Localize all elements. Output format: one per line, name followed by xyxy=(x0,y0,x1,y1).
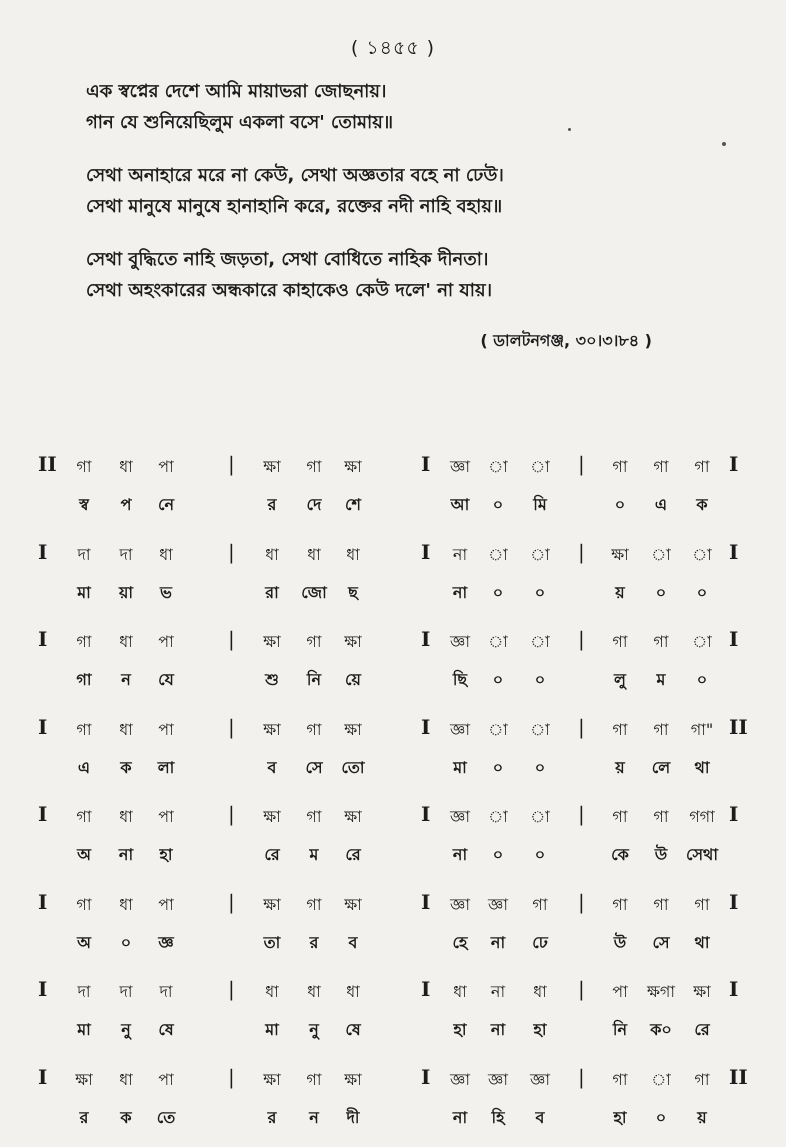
bar-line: I xyxy=(729,627,739,651)
swara-note: পা xyxy=(158,632,174,651)
swara-note: গা xyxy=(306,457,322,476)
lyric-syllable: স্ব xyxy=(79,495,89,514)
swara-note: ধা xyxy=(119,807,133,826)
bar-line-start: II xyxy=(38,452,57,476)
lyric-syllable: ঢে xyxy=(532,932,548,952)
lyric-syllable: ০ xyxy=(492,845,504,864)
bar-line-start: I xyxy=(38,539,48,564)
bar-line-start: I xyxy=(38,1064,48,1089)
swara-note: পা xyxy=(158,807,174,826)
lyric-syllable: য় xyxy=(615,582,625,602)
lyric-syllable: সে xyxy=(305,757,323,777)
lyric-syllable: জ্ঞ xyxy=(158,932,174,952)
swara-note: জ্ঞা xyxy=(488,894,508,914)
lyric-syllable: মি xyxy=(533,495,547,514)
swara-note: জ্ঞা xyxy=(488,1069,508,1089)
lyric-syllable: ০ xyxy=(534,670,546,689)
swara-note: া xyxy=(530,807,550,826)
lyric-syllable: ০ xyxy=(120,932,132,952)
lyric-syllable: ০ xyxy=(534,582,546,602)
lyric-syllable: নু xyxy=(121,1020,131,1039)
swara-note: গা xyxy=(76,457,92,476)
swara-note: জ্ঞা xyxy=(450,457,470,476)
lyric-syllable: ০ xyxy=(696,582,708,602)
swara-note: া xyxy=(530,632,550,651)
swara-note: ক্ষা xyxy=(263,719,281,739)
swara-note: না xyxy=(452,544,468,564)
swara-note: গা xyxy=(306,632,322,651)
lyric-syllable: য় xyxy=(615,757,625,777)
lyric-syllable: ন xyxy=(121,670,131,689)
lyric-syllable: ক xyxy=(120,1107,132,1127)
swara-note: গা xyxy=(653,632,669,651)
lyric-syllable: ব xyxy=(535,1107,545,1127)
swara-note: ধা xyxy=(119,894,133,914)
swara-note: গা xyxy=(306,894,322,914)
lyric-syllable: ন xyxy=(309,1107,319,1127)
lyric-syllable: মা xyxy=(77,582,91,602)
swara-note: া xyxy=(530,719,550,739)
bar-line: | xyxy=(228,802,235,826)
lyric-syllable: ভ xyxy=(160,582,172,602)
swara-note: না xyxy=(490,982,506,1001)
bar-line: | xyxy=(578,889,585,914)
swara-note: গা xyxy=(653,719,669,739)
lyric-syllable: না xyxy=(452,845,468,864)
swara-note: ধা xyxy=(346,982,360,1001)
swara-note: গা xyxy=(653,457,669,476)
lyric-syllable: ছ xyxy=(348,582,358,602)
swara-note: পা xyxy=(158,1069,174,1089)
bar-line: | xyxy=(578,1064,585,1089)
swara-note: া xyxy=(692,544,712,564)
speck-mark xyxy=(722,142,726,146)
lyric-syllable: দী xyxy=(346,1107,360,1127)
bar-line: I xyxy=(421,452,431,476)
lyric-syllable: রে xyxy=(264,845,280,864)
lyric-syllable: য়া xyxy=(118,582,134,602)
lyric-syllable: তা xyxy=(263,932,281,952)
bar-line: | xyxy=(228,627,235,651)
lyric-syllable: প xyxy=(120,495,132,514)
lyric-syllable: য়ে xyxy=(345,670,361,689)
bar-line: II xyxy=(729,1064,748,1089)
lyric-syllable: তে xyxy=(156,1107,176,1127)
swara-note: গা xyxy=(306,719,322,739)
bar-line: I xyxy=(421,977,431,1001)
page-number: ( ১৪৫৫ ) xyxy=(350,37,436,59)
lyric-syllable: জো xyxy=(301,582,327,602)
lyric-syllable: রে xyxy=(345,845,361,864)
lyric-line: সেথা বুদ্ধিতে নাহি জড়তা, সেথা বোধিতে নাহিক দীনতা। xyxy=(86,249,489,270)
swara-note: জ্ঞা xyxy=(450,1069,470,1089)
swara-note: ক্ষা xyxy=(693,982,711,1001)
bar-line: | xyxy=(578,627,585,651)
lyric-line: গান যে শুনিয়েছিলুম একলা বসে' তোমায়॥ xyxy=(86,112,394,133)
swara-note: ধা xyxy=(453,982,467,1001)
swara-note: গগা xyxy=(689,807,715,826)
bar-line: I xyxy=(729,977,739,1001)
lyric-syllable: হি xyxy=(491,1107,505,1127)
swara-note: া xyxy=(488,457,508,476)
bar-line: I xyxy=(421,627,431,651)
lyric-syllable: ষে xyxy=(345,1020,361,1039)
lyric-syllable: আ xyxy=(450,495,470,514)
swara-note: গা xyxy=(76,719,92,739)
lyric-syllable: থা xyxy=(694,932,710,952)
swara-note: পা xyxy=(158,894,174,914)
lyric-line: এক স্বপ্নের দেশে আমি মায়াভরা জোছনায়। xyxy=(86,81,387,102)
swara-note: গা xyxy=(76,632,92,651)
lyric-syllable: না xyxy=(490,1020,506,1039)
bar-line: I xyxy=(421,802,431,826)
bar-line-start: I xyxy=(38,889,48,914)
lyric-syllable: যে xyxy=(158,670,174,689)
lyric-syllable: র xyxy=(267,495,277,514)
bar-line: | xyxy=(578,714,585,739)
swara-note: দা xyxy=(119,544,133,564)
lyric-syllable: ০ xyxy=(492,670,504,689)
bar-line: | xyxy=(578,977,585,1001)
lyric-syllable: ষে xyxy=(158,1020,174,1039)
lyric-syllable: ০ xyxy=(534,845,546,864)
swara-note: গা xyxy=(694,894,710,914)
bar-line: I xyxy=(729,802,739,826)
lyric-syllable: নে xyxy=(157,495,175,514)
lyric-syllable: না xyxy=(452,1107,468,1127)
swara-note: পা xyxy=(158,457,174,476)
swara-note: ধা xyxy=(159,544,173,564)
swara-note: ধা xyxy=(307,982,321,1001)
lyric-syllable: মা xyxy=(77,1020,91,1039)
bar-line: I xyxy=(729,539,739,564)
swara-note: দা xyxy=(119,982,133,1001)
lyric-line: সেথা অহংকারের অন্ধকারে কাহাকেও কেউ দলে' না যায়। xyxy=(86,280,493,301)
notation-row xyxy=(0,621,786,709)
notation-row xyxy=(0,709,786,797)
swara-note: ধা xyxy=(119,1069,133,1089)
swara-note: ক্ষা xyxy=(344,719,362,739)
lyric-syllable: না xyxy=(452,582,468,602)
swara-note: গা xyxy=(612,1069,628,1089)
swara-note: গা xyxy=(76,807,92,826)
speck-mark xyxy=(568,128,571,131)
bar-line: I xyxy=(421,714,431,739)
bar-line: | xyxy=(228,452,235,476)
swara-note: জ্ঞা xyxy=(450,719,470,739)
swara-note: ক্ষা xyxy=(344,894,362,914)
swara-note: া xyxy=(488,807,508,826)
bar-line-start: I xyxy=(38,627,48,651)
lyric-syllable: না xyxy=(118,845,134,864)
swara-note: ক্ষা xyxy=(263,1069,281,1089)
lyric-syllable: উ xyxy=(613,932,627,952)
lyric-line: সেথা অনাহারে মরে না কেউ, সেথা অজ্ঞতার বহে না ঢেউ। xyxy=(86,165,504,186)
lyric-syllable: ক০ xyxy=(650,1020,672,1039)
swara-note: ক্ষা xyxy=(75,1069,93,1089)
lyric-syllable: হা xyxy=(159,845,173,864)
bar-line-start: I xyxy=(38,977,48,1001)
bar-line: I xyxy=(421,889,431,914)
lyric-syllable: ব xyxy=(267,757,277,777)
swara-note: জ্ঞা xyxy=(450,894,470,914)
notation-row xyxy=(0,446,786,534)
bar-line: I xyxy=(421,539,431,564)
swara-note: গা xyxy=(612,457,628,476)
swara-note: গা xyxy=(653,894,669,914)
lyric-syllable: ০ xyxy=(655,1107,667,1127)
lyric-syllable: ম xyxy=(309,845,319,864)
bar-line: | xyxy=(578,452,585,476)
lyric-syllable: ক xyxy=(120,757,132,777)
swara-note: গা" xyxy=(690,719,714,739)
swara-note: গা xyxy=(306,807,322,826)
swara-note: ক্ষা xyxy=(263,457,281,476)
bar-line: | xyxy=(228,889,235,914)
bar-line: | xyxy=(228,1064,235,1089)
swara-note: গা xyxy=(306,1069,322,1089)
swara-note: ক্ষা xyxy=(344,807,362,826)
swara-note: ক্ষা xyxy=(263,807,281,826)
lyric-syllable: র xyxy=(79,1107,89,1127)
lyric-syllable: লু xyxy=(614,670,626,689)
bar-line-start: I xyxy=(38,714,48,739)
swara-note: ক্ষা xyxy=(344,1069,362,1089)
bar-line: I xyxy=(729,889,739,914)
notation-row xyxy=(0,796,786,884)
swara-note: গা xyxy=(612,807,628,826)
swara-note: ধা xyxy=(119,719,133,739)
swara-note: গা xyxy=(694,1069,710,1089)
swara-note: া xyxy=(692,632,712,651)
lyric-syllable: ব xyxy=(348,932,358,952)
swara-note: ধা xyxy=(265,982,279,1001)
lyric-syllable: সেথা xyxy=(685,845,719,864)
swara-note: ক্ষা xyxy=(263,632,281,651)
place-date: ( ডালটনগঞ্জ, ৩০।৩।৮৪ ) xyxy=(480,331,652,350)
lyric-syllable: ০ xyxy=(534,757,546,777)
swara-note: গা xyxy=(612,894,628,914)
swara-note: া xyxy=(651,1069,671,1089)
lyric-syllable: শু xyxy=(265,670,279,689)
lyric-syllable: রে xyxy=(694,1020,710,1039)
lyric-syllable: হা xyxy=(613,1107,627,1127)
swara-note: া xyxy=(530,544,550,564)
lyric-syllable: র xyxy=(309,932,319,952)
swara-note: া xyxy=(488,719,508,739)
lyric-syllable: ০ xyxy=(696,670,708,689)
lyric-syllable: অ xyxy=(77,932,91,952)
swara-note: গা xyxy=(653,807,669,826)
swara-note: দা xyxy=(77,982,91,1001)
notation-row xyxy=(0,534,786,622)
swara-note: পা xyxy=(612,982,628,1001)
lyric-syllable: মা xyxy=(265,1020,279,1039)
lyric-syllable: এ xyxy=(77,757,91,777)
swara-note: দা xyxy=(77,544,91,564)
lyric-syllable: ০ xyxy=(492,757,504,777)
swara-note: গা xyxy=(612,632,628,651)
lyric-syllable: হা xyxy=(453,1020,467,1039)
bar-line: II xyxy=(729,714,748,739)
swara-note: ক্ষা xyxy=(344,632,362,651)
lyric-syllable: মা xyxy=(453,757,467,777)
swara-note: গা xyxy=(694,457,710,476)
lyric-syllable: হে xyxy=(452,932,468,952)
lyric-syllable: য় xyxy=(697,1107,707,1127)
swara-note: ধা xyxy=(119,457,133,476)
lyric-syllable: দে xyxy=(306,495,322,514)
swara-note: জ্ঞা xyxy=(530,1069,550,1089)
bar-line: | xyxy=(228,539,235,564)
lyric-syllable: ০ xyxy=(655,582,667,602)
lyric-syllable: নি xyxy=(306,670,322,689)
lyric-syllable: ছি xyxy=(452,670,468,689)
lyric-syllable: ক xyxy=(696,495,708,514)
swara-note: া xyxy=(530,457,550,476)
swara-note: দা xyxy=(159,982,173,1001)
bar-line: | xyxy=(578,802,585,826)
lyric-syllable: ম xyxy=(656,670,666,689)
lyric-syllable: ০ xyxy=(492,495,504,514)
lyric-syllable: লা xyxy=(157,757,175,777)
lyric-syllable: উ xyxy=(654,845,668,864)
notation-row xyxy=(0,971,786,1059)
swara-note: ক্ষা xyxy=(611,544,629,564)
swara-note: ধা xyxy=(265,544,279,564)
lyric-syllable: অ xyxy=(77,845,91,864)
lyric-syllable: এ xyxy=(654,495,668,514)
swara-note: ধা xyxy=(346,544,360,564)
lyric-syllable: হা xyxy=(533,1020,547,1039)
swara-note: ক্ষা xyxy=(344,457,362,476)
lyric-syllable: ০ xyxy=(492,582,504,602)
lyric-syllable: কে xyxy=(611,845,629,864)
lyric-syllable: শে xyxy=(345,495,361,514)
lyric-syllable: না xyxy=(490,932,506,952)
swara-note: জ্ঞা xyxy=(450,807,470,826)
lyric-syllable: সে xyxy=(652,932,670,952)
swara-note: ক্ষগা xyxy=(646,982,676,1001)
swara-note: গা xyxy=(76,894,92,914)
swara-note: ধা xyxy=(307,544,321,564)
lyric-syllable: তো xyxy=(341,757,365,777)
lyric-syllable: লে xyxy=(651,757,671,777)
notation-row xyxy=(0,1059,786,1147)
swara-note: ধা xyxy=(119,632,133,651)
song-lyrics xyxy=(86,76,746,306)
swara-note: জ্ঞা xyxy=(450,632,470,651)
swara-note: গা xyxy=(532,894,548,914)
bar-line: | xyxy=(578,539,585,564)
lyric-syllable: ০ xyxy=(614,495,626,514)
notation-row xyxy=(0,884,786,972)
lyric-syllable: রা xyxy=(265,582,279,602)
bar-line: | xyxy=(228,977,235,1001)
lyric-syllable: র xyxy=(267,1107,277,1127)
bar-line: I xyxy=(729,452,739,476)
lyric-syllable: গা xyxy=(76,670,92,689)
swara-note: া xyxy=(651,544,671,564)
swara-note: গা xyxy=(612,719,628,739)
lyric-syllable: নু xyxy=(309,1020,319,1039)
swaralipi-notation xyxy=(0,446,786,1146)
bar-line: I xyxy=(421,1064,431,1089)
lyric-syllable: নি xyxy=(612,1020,628,1039)
swara-note: া xyxy=(488,632,508,651)
swara-note: পা xyxy=(158,719,174,739)
swara-note: া xyxy=(488,544,508,564)
bar-line: | xyxy=(228,714,235,739)
swara-note: ক্ষা xyxy=(263,894,281,914)
lyric-line: সেথা মানুষে মানুষে হানাহানি করে, রক্তের নদী নাহি বহায়॥ xyxy=(86,196,503,217)
bar-line-start: I xyxy=(38,802,48,826)
swara-note: ধা xyxy=(533,982,547,1001)
lyric-syllable: থা xyxy=(694,757,710,777)
